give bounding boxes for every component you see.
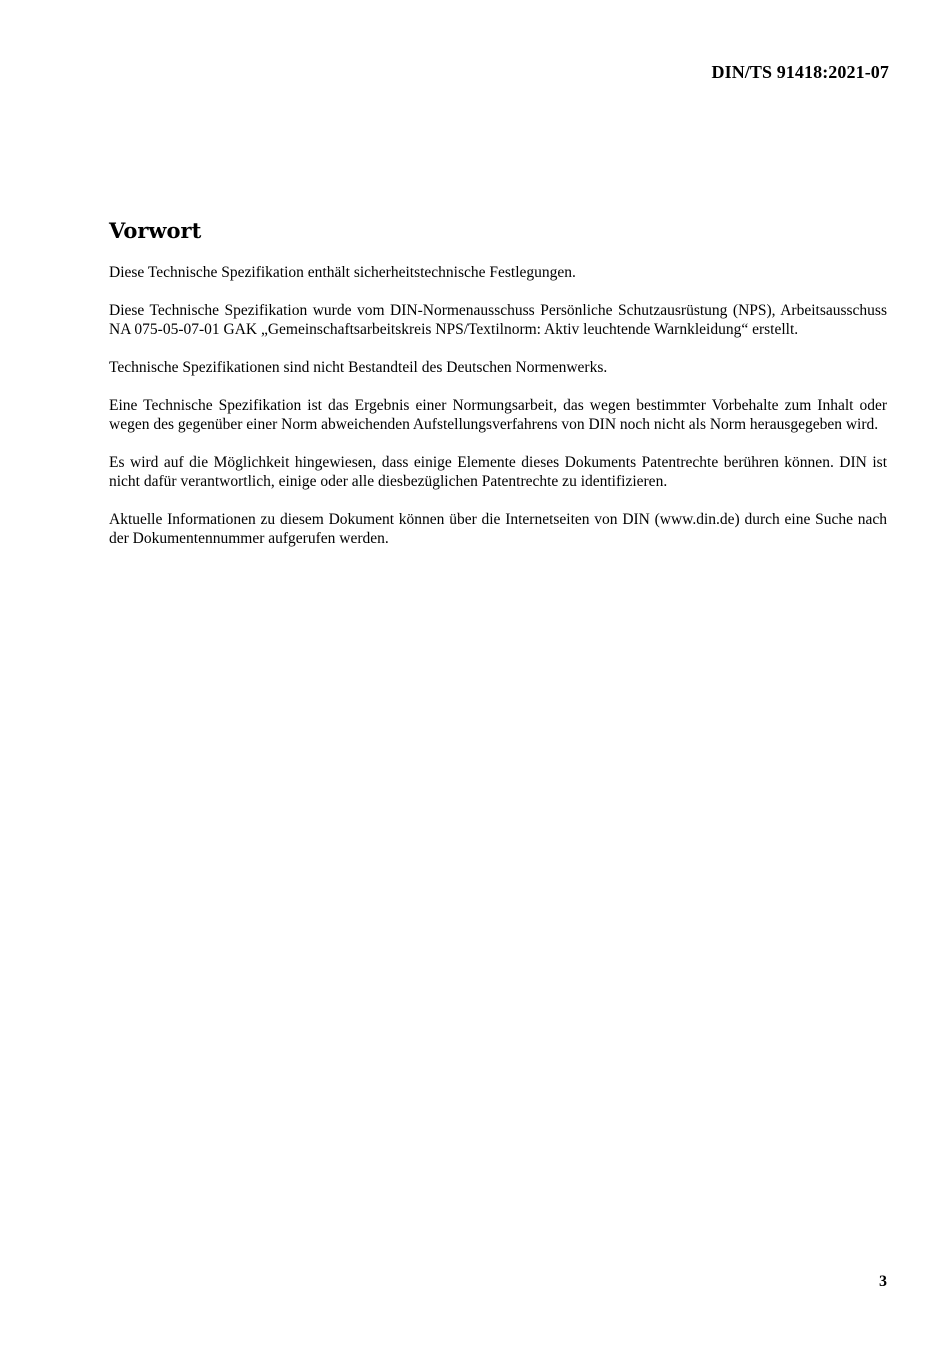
document-id: DIN/TS 91418:2021-07 <box>711 62 889 82</box>
paragraph-3: Technische Spezifikationen sind nicht Bestandteil des Deutschen Normenwerks. <box>109 359 608 376</box>
paragraph-1: Diese Technische Spezifikation enthält sicherheitstechnische Festlegungen. <box>109 264 576 281</box>
foreword-section <box>109 216 887 567</box>
section-title: Vorwort <box>109 218 202 243</box>
paragraph-4: Eine Technische Spezifikation ist das Ergebnis einer Normungsarbeit, das wegen bestimmter Vorbehalte zum Inhalt oder wegen des gegenüber einer Norm abweichenden Aufstellungsverfahrens von DIN noch nicht als Norm herausgegeben wird. <box>109 397 887 433</box>
paragraph-5: Es wird auf die Möglichkeit hingewiesen, dass einige Elemente dieses Dokuments Patentrechte berühren können. DIN ist nicht dafür verantwortlich, einige oder alle diesbezüglichen Patentrechte zu identifizieren. <box>109 454 887 490</box>
paragraph-2: Diese Technische Spezifikation wurde vom DIN-Normenausschuss Persönliche Schutzausrüstung (NPS), Arbeitsausschuss NA 075-05-07-01 GAK „Gemeinschaftsarbeitskreis NPS/Textilnorm: Aktiv leuchtende Warnkleidung“ erstellt. <box>109 302 887 338</box>
paragraph-6: Aktuelle Informationen zu diesem Dokument können über die Internetseiten von DIN (www.din.de) durch eine Suche nach der Dokumentennummer aufgerufen werden. <box>109 511 887 547</box>
page-number: 3 <box>879 1273 887 1290</box>
